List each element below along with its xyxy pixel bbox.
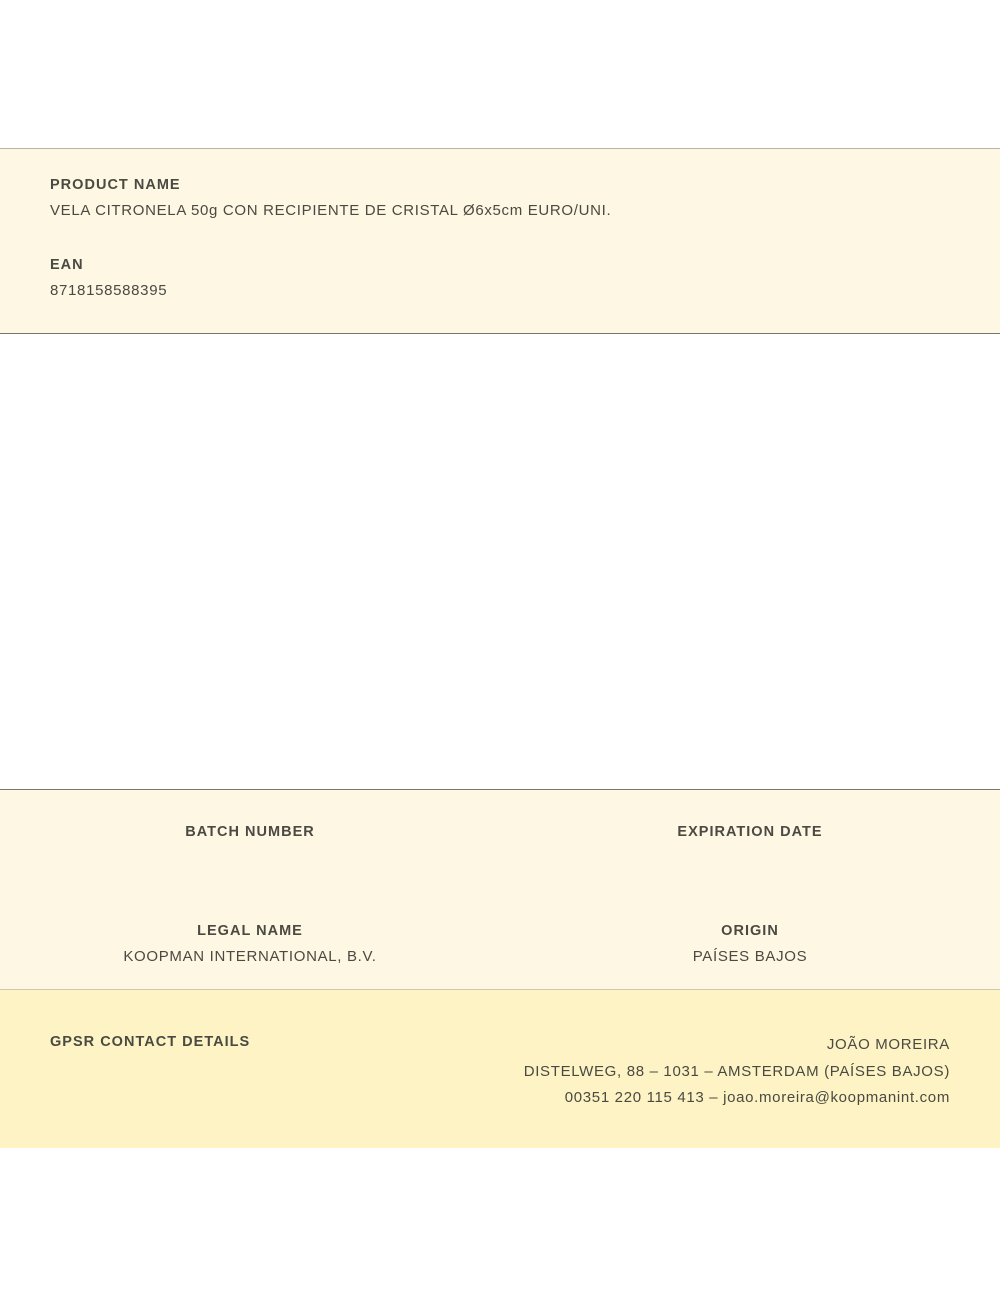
batch-number-value [0,849,500,867]
footer-whitespace [0,1148,1000,1300]
gpsr-contact-label: GPSR CONTACT DETAILS [50,1034,251,1050]
product-name-value: VELA CITRONELA 50g CON RECIPIENTE DE CRISTAL Ø6x5cm EURO/UNI. [50,202,612,219]
legal-name-column [0,923,500,966]
origin-column [500,923,1000,966]
gpsr-contact-section [0,989,1000,1148]
batch-number-column [0,824,500,867]
gpsr-contact-phone-email: 00351 220 115 413 – joao.moreira@koopmanint.com [564,1089,950,1107]
batch-expiration-row [0,824,1000,867]
expiration-date-value [500,849,1000,867]
legal-name-value: KOOPMAN INTERNATIONAL, B.V. [123,948,377,965]
batch-number-label: BATCH NUMBER [185,824,315,840]
expiration-date-column [500,824,1000,867]
product-info-section [0,148,1000,334]
origin-value: PAÍSES BAJOS [692,948,808,965]
gpsr-contact-details [524,1032,950,1112]
ean-label: EAN [50,257,84,273]
ean-value: 8718158588395 [50,282,168,299]
gpsr-contact-address: DISTELWEG, 88 – 1031 – AMSTERDAM (PAÍSES BAJOS) [523,1062,950,1080]
expiration-date-label: EXPIRATION DATE [677,824,823,840]
origin-label: ORIGIN [721,923,779,939]
image-placeholder-area [0,334,1000,789]
spacer [50,219,950,257]
batch-legal-section [0,789,1000,989]
gpsr-contact-name: JOÃO MOREIRA [826,1036,950,1053]
product-name-label: PRODUCT NAME [50,177,181,193]
legal-origin-row [0,923,1000,966]
legal-name-label: LEGAL NAME [197,923,303,939]
